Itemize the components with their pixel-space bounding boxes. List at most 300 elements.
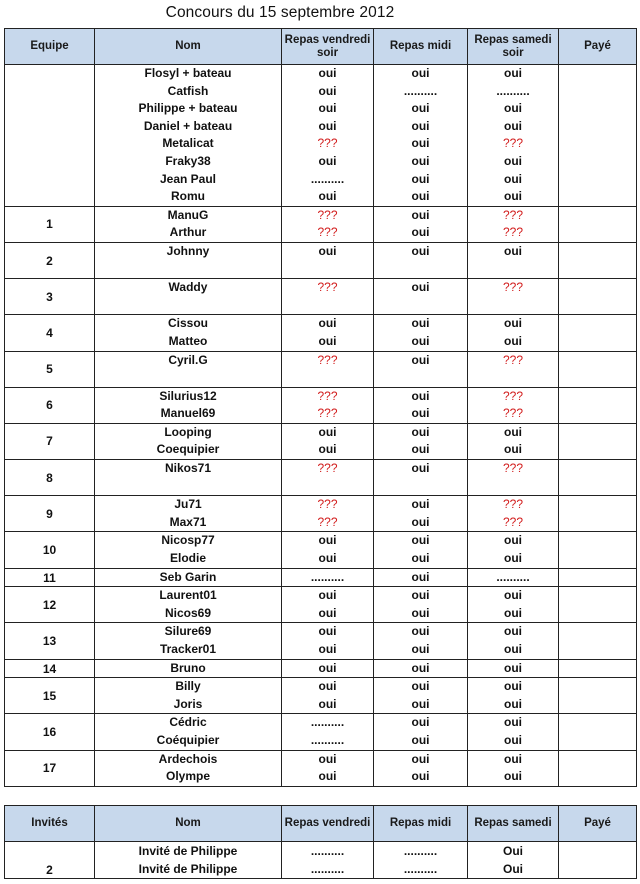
name-cell xyxy=(95,206,282,242)
team-group xyxy=(5,496,637,532)
repas-samedi-cell xyxy=(468,65,559,207)
team-group xyxy=(5,460,637,496)
repas-samedi-value: oui xyxy=(504,715,522,730)
header-guest-samedi: Repas samedi xyxy=(468,806,559,842)
participant-name: Fraky38 xyxy=(165,153,211,168)
repas-samedi-value: oui xyxy=(504,642,522,656)
repas-vendredi-value: oui xyxy=(318,751,337,766)
repas-midi-cell xyxy=(374,206,468,242)
repas-midi-value: oui xyxy=(411,118,430,133)
participant-name: Joris xyxy=(173,696,203,711)
repas-vendredi-value: oui xyxy=(318,642,337,656)
repas-vendredi-value xyxy=(282,297,373,315)
repas-samedi-value xyxy=(468,297,558,315)
participant-name: Matteo xyxy=(168,333,208,348)
participant-name: Catfish xyxy=(167,83,209,98)
repas-midi-cell xyxy=(374,315,468,351)
participant-name: Billy xyxy=(175,679,201,694)
repas-samedi-cell xyxy=(468,750,559,786)
repas-midi-value: oui xyxy=(411,66,430,80)
repas-samedi-cell xyxy=(468,315,559,351)
repas-vendredi-value: oui xyxy=(318,533,337,548)
participant-name: Tracker01 xyxy=(159,642,217,656)
guest-group xyxy=(5,842,637,879)
repas-vendredi-value: oui xyxy=(318,189,337,204)
repas-midi-value: oui xyxy=(411,280,430,295)
repas-midi-value: oui xyxy=(411,660,430,675)
team-group xyxy=(5,65,637,207)
repas-midi-value: oui xyxy=(411,461,430,476)
header-repas-vendredi: Repas vendredi soir xyxy=(282,29,374,65)
repas-samedi-cell xyxy=(468,242,559,278)
repas-samedi-value: oui xyxy=(504,101,522,116)
paye-cell xyxy=(559,587,637,623)
name-cell xyxy=(95,460,282,496)
header-repas-samedi: Repas samedi soir xyxy=(468,29,559,65)
team-number: 5 xyxy=(5,351,95,387)
team-group xyxy=(5,387,637,423)
repas-vendredi-value: oui xyxy=(318,551,337,566)
team-group xyxy=(5,532,637,568)
repas-samedi-value: oui xyxy=(504,189,522,204)
guest-midi-value: .......... xyxy=(403,862,438,876)
participant-name: Olympe xyxy=(165,769,210,784)
header-guest-midi: Repas midi xyxy=(374,806,468,842)
repas-midi-value: oui xyxy=(411,551,430,566)
repas-vendredi-cell xyxy=(282,387,374,423)
repas-vendredi-value: oui xyxy=(318,624,337,639)
repas-vendredi-value: .......... xyxy=(310,171,345,186)
repas-samedi-cell xyxy=(468,460,559,496)
repas-vendredi-cell xyxy=(282,242,374,278)
participant-name: Nicosp77 xyxy=(161,533,215,548)
repas-samedi-value: oui xyxy=(504,679,522,694)
team-number: 10 xyxy=(5,532,95,568)
repas-midi-cell xyxy=(374,659,468,678)
repas-samedi-value: ??? xyxy=(502,514,524,529)
repas-samedi-cell xyxy=(468,279,559,315)
header-guest-vendredi: Repas vendredi xyxy=(282,806,374,842)
repas-samedi-value: .......... xyxy=(496,569,530,584)
repas-vendredi-cell xyxy=(282,659,374,678)
guest-samedi-value: Oui xyxy=(503,844,523,858)
repas-samedi-cell xyxy=(468,496,559,532)
repas-midi-value: oui xyxy=(411,732,430,747)
repas-samedi-value: oui xyxy=(504,171,522,186)
repas-midi-value: oui xyxy=(411,696,430,711)
team-group xyxy=(5,678,637,714)
repas-midi-value: oui xyxy=(411,352,430,367)
repas-vendredi-cell xyxy=(282,496,374,532)
repas-samedi-cell xyxy=(468,587,559,623)
repas-samedi-value xyxy=(468,369,558,387)
guest-vendredi-value: .......... xyxy=(310,862,345,876)
participant-name: Manuel69 xyxy=(160,406,216,421)
guest-midi-cell xyxy=(374,842,468,879)
name-cell xyxy=(95,242,282,278)
paye-cell xyxy=(559,678,637,714)
repas-samedi-cell xyxy=(468,714,559,750)
header-invites: Invités xyxy=(5,806,95,842)
participant-name: Max71 xyxy=(169,514,207,529)
repas-vendredi-value: oui xyxy=(318,588,337,603)
repas-vendredi-value: oui xyxy=(318,118,337,133)
team-number: 3 xyxy=(5,279,95,315)
repas-vendredi-cell xyxy=(282,750,374,786)
repas-samedi-value: ??? xyxy=(502,136,524,151)
repas-midi-value: oui xyxy=(411,171,430,186)
paye-cell xyxy=(559,423,637,459)
repas-samedi-value: ??? xyxy=(502,352,524,367)
repas-samedi-value xyxy=(468,261,558,279)
guests-table xyxy=(4,805,637,879)
header-repas-midi: Repas midi xyxy=(374,29,468,65)
participant-name: Arthur xyxy=(169,225,207,240)
paye-cell xyxy=(559,242,637,278)
guest-nom-cell xyxy=(95,842,282,879)
repas-vendredi-value: ??? xyxy=(317,352,338,367)
repas-midi-cell xyxy=(374,423,468,459)
participant-name: Cyril.G xyxy=(168,352,208,367)
participant-name: ManuG xyxy=(167,207,209,222)
guest-samedi-value: Oui xyxy=(503,862,523,876)
repas-vendredi-value: oui xyxy=(318,679,337,694)
repas-vendredi-value: oui xyxy=(318,660,337,675)
repas-midi-value: oui xyxy=(411,751,430,766)
participant-name: Nicos69 xyxy=(164,605,212,620)
repas-samedi-cell xyxy=(468,351,559,387)
repas-midi-value: oui xyxy=(411,642,430,656)
team-group xyxy=(5,279,637,315)
team-group xyxy=(5,750,637,786)
name-cell xyxy=(95,568,282,587)
repas-samedi-value: oui xyxy=(504,66,522,80)
participant-name: Johnny xyxy=(166,243,210,258)
team-number: 13 xyxy=(5,623,95,659)
team-group xyxy=(5,206,637,242)
repas-vendredi-value: ??? xyxy=(317,225,338,240)
name-cell xyxy=(95,678,282,714)
repas-vendredi-cell xyxy=(282,65,374,207)
repas-midi-value: oui xyxy=(411,406,430,421)
repas-vendredi-cell xyxy=(282,532,374,568)
header-guest-paye: Payé xyxy=(559,806,637,842)
guest-nom-value: Invité de Philippe xyxy=(138,862,238,876)
participant-name: Metalicat xyxy=(162,136,214,151)
participant-name: Coequipier xyxy=(156,442,220,457)
participant-name: Silurius12 xyxy=(159,388,217,403)
paye-cell xyxy=(559,659,637,678)
repas-midi-value: oui xyxy=(411,136,430,151)
repas-vendredi-value: oui xyxy=(318,316,337,331)
repas-vendredi-value: .......... xyxy=(310,569,345,584)
repas-midi-value: oui xyxy=(411,243,430,258)
repas-midi-cell xyxy=(374,387,468,423)
participant-name: Flosyl + bateau xyxy=(144,66,232,80)
repas-vendredi-value: ??? xyxy=(317,514,338,529)
repas-samedi-value: ??? xyxy=(502,388,524,403)
repas-midi-value: oui xyxy=(411,533,430,548)
paye-cell xyxy=(559,279,637,315)
header-equipe: Equipe xyxy=(5,29,95,65)
guest-count: 2 xyxy=(5,842,95,879)
name-cell xyxy=(95,532,282,568)
repas-samedi-value: oui xyxy=(504,769,522,784)
repas-samedi-value: oui xyxy=(504,333,522,348)
guest-midi-value: .......... xyxy=(403,844,438,858)
name-cell xyxy=(95,387,282,423)
repas-samedi-value: ??? xyxy=(502,406,524,421)
repas-vendredi-cell xyxy=(282,568,374,587)
repas-samedi-value: .......... xyxy=(496,83,530,98)
paye-cell xyxy=(559,206,637,242)
repas-vendredi-value: oui xyxy=(318,424,337,439)
repas-midi-value: oui xyxy=(411,101,430,116)
repas-samedi-value: ??? xyxy=(502,207,524,222)
team-number: 7 xyxy=(5,423,95,459)
repas-midi-value: oui xyxy=(411,569,430,584)
paye-cell xyxy=(559,496,637,532)
paye-cell xyxy=(559,387,637,423)
team-number: 17 xyxy=(5,750,95,786)
repas-samedi-value: oui xyxy=(504,442,522,457)
repas-samedi-cell xyxy=(468,659,559,678)
participant-name xyxy=(95,297,281,315)
team-number: 15 xyxy=(5,678,95,714)
team-number: 14 xyxy=(5,659,95,678)
team-number: 8 xyxy=(5,460,95,496)
paye-cell xyxy=(559,623,637,659)
repas-midi-cell xyxy=(374,568,468,587)
team-number xyxy=(5,65,95,207)
repas-samedi-value: oui xyxy=(504,605,522,620)
repas-samedi-value: oui xyxy=(504,153,522,168)
name-cell xyxy=(95,714,282,750)
repas-samedi-cell xyxy=(468,623,559,659)
repas-vendredi-value: ??? xyxy=(317,207,338,222)
name-cell xyxy=(95,659,282,678)
repas-vendredi-value: ??? xyxy=(317,406,338,421)
repas-samedi-cell xyxy=(468,678,559,714)
repas-midi-value: oui xyxy=(411,333,430,348)
repas-samedi-cell xyxy=(468,387,559,423)
repas-samedi-cell xyxy=(468,532,559,568)
repas-vendredi-cell xyxy=(282,423,374,459)
paye-cell xyxy=(559,65,637,207)
participant-name: Silure69 xyxy=(164,624,212,639)
repas-vendredi-value: oui xyxy=(318,243,337,258)
repas-vendredi-value xyxy=(282,261,373,279)
repas-samedi-value: oui xyxy=(504,588,522,603)
guest-samedi-cell xyxy=(468,842,559,879)
repas-samedi-value: oui xyxy=(504,660,522,675)
repas-samedi-value: oui xyxy=(504,243,522,258)
repas-vendredi-value: ??? xyxy=(317,280,338,295)
repas-vendredi-value xyxy=(282,369,373,387)
team-group xyxy=(5,568,637,587)
team-group xyxy=(5,315,637,351)
repas-samedi-value: oui xyxy=(504,624,522,639)
repas-vendredi-cell xyxy=(282,315,374,351)
repas-vendredi-value: oui xyxy=(318,101,337,116)
repas-midi-value: oui xyxy=(411,497,430,512)
participant-name: Looping xyxy=(164,424,212,439)
repas-vendredi-value: .......... xyxy=(310,715,345,730)
repas-midi-cell xyxy=(374,351,468,387)
participant-name: Cissou xyxy=(167,316,208,331)
guest-vendredi-value: .......... xyxy=(310,844,345,858)
repas-vendredi-value: .......... xyxy=(310,732,345,747)
team-number: 11 xyxy=(5,568,95,587)
repas-samedi-value: oui xyxy=(504,551,522,566)
paye-cell xyxy=(559,714,637,750)
paye-cell xyxy=(559,315,637,351)
participant-name: Philippe + bateau xyxy=(138,101,238,116)
paye-cell xyxy=(559,532,637,568)
name-cell xyxy=(95,65,282,207)
participant-name xyxy=(95,369,281,387)
participant-name: Nikos71 xyxy=(164,461,212,476)
repas-vendredi-value: oui xyxy=(318,605,337,620)
repas-vendredi-cell xyxy=(282,587,374,623)
participant-name: Waddy xyxy=(168,280,208,295)
repas-vendredi-cell xyxy=(282,351,374,387)
repas-vendredi-value xyxy=(282,478,373,496)
repas-vendredi-value: oui xyxy=(318,153,337,168)
repas-vendredi-value: oui xyxy=(318,83,337,98)
repas-midi-value: .......... xyxy=(403,83,438,98)
repas-midi-value: oui xyxy=(411,207,430,222)
team-group xyxy=(5,587,637,623)
team-group xyxy=(5,623,637,659)
participant-name xyxy=(95,478,281,496)
participant-name: Daniel + bateau xyxy=(143,118,233,133)
participant-name: Elodie xyxy=(169,551,206,566)
repas-midi-value: oui xyxy=(411,388,430,403)
participant-name: Ju71 xyxy=(174,497,202,512)
repas-samedi-cell xyxy=(468,568,559,587)
repas-vendredi-value: oui xyxy=(318,333,337,348)
paye-cell xyxy=(559,750,637,786)
repas-vendredi-value: oui xyxy=(318,769,337,784)
repas-vendredi-value: ??? xyxy=(317,497,338,512)
repas-samedi-value: oui xyxy=(504,696,522,711)
header-nom: Nom xyxy=(95,29,282,65)
repas-midi-value xyxy=(374,297,467,315)
participant-name: Bruno xyxy=(170,660,206,675)
guest-paye-cell xyxy=(559,842,637,879)
repas-vendredi-value: oui xyxy=(318,66,337,80)
repas-samedi-value: ??? xyxy=(502,280,524,295)
repas-samedi-value: oui xyxy=(504,751,522,766)
repas-midi-cell xyxy=(374,623,468,659)
repas-midi-value: oui xyxy=(411,715,430,730)
team-number: 12 xyxy=(5,587,95,623)
repas-midi-value: oui xyxy=(411,588,430,603)
repas-midi-cell xyxy=(374,65,468,207)
repas-samedi-cell xyxy=(468,206,559,242)
repas-samedi-value: oui xyxy=(504,424,522,439)
repas-midi-value: oui xyxy=(411,153,430,168)
participant-name: Ardechois xyxy=(158,751,218,766)
name-cell xyxy=(95,351,282,387)
repas-midi-cell xyxy=(374,460,468,496)
repas-samedi-value xyxy=(468,478,558,496)
repas-midi-cell xyxy=(374,678,468,714)
header-paye: Payé xyxy=(559,29,637,65)
repas-midi-value: oui xyxy=(411,316,430,331)
repas-vendredi-value: oui xyxy=(318,442,337,457)
header-guest-nom: Nom xyxy=(95,806,282,842)
guest-nom-value: Invité de Philippe xyxy=(138,844,238,858)
team-number: 4 xyxy=(5,315,95,351)
guest-vendredi-cell xyxy=(282,842,374,879)
repas-midi-value: oui xyxy=(411,624,430,639)
participant-name: Laurent01 xyxy=(159,588,217,603)
repas-midi-cell xyxy=(374,750,468,786)
repas-midi-cell xyxy=(374,279,468,315)
name-cell xyxy=(95,496,282,532)
repas-vendredi-cell xyxy=(282,623,374,659)
paye-cell xyxy=(559,351,637,387)
team-group xyxy=(5,423,637,459)
repas-samedi-value: oui xyxy=(504,118,522,133)
repas-samedi-value: oui xyxy=(504,533,522,548)
repas-midi-value xyxy=(374,369,467,387)
repas-vendredi-cell xyxy=(282,206,374,242)
team-number: 9 xyxy=(5,496,95,532)
repas-vendredi-value: ??? xyxy=(317,461,338,476)
name-cell xyxy=(95,423,282,459)
repas-midi-value: oui xyxy=(411,189,430,204)
repas-midi-value: oui xyxy=(411,442,430,457)
team-number: 6 xyxy=(5,387,95,423)
participant-name: Seb Garin xyxy=(159,569,217,584)
name-cell xyxy=(95,750,282,786)
team-group xyxy=(5,242,637,278)
name-cell xyxy=(95,279,282,315)
participant-name: Romu xyxy=(171,189,205,204)
repas-midi-value: oui xyxy=(411,679,430,694)
team-number: 16 xyxy=(5,714,95,750)
repas-vendredi-cell xyxy=(282,460,374,496)
team-group xyxy=(5,714,637,750)
repas-samedi-value: oui xyxy=(504,732,522,747)
repas-midi-value: oui xyxy=(411,424,430,439)
page-title: Concours du 15 septembre 2012 xyxy=(165,4,395,21)
repas-samedi-value: ??? xyxy=(502,225,524,240)
repas-vendredi-value: ??? xyxy=(317,136,338,151)
repas-vendredi-value: oui xyxy=(318,696,337,711)
team-number: 2 xyxy=(5,242,95,278)
paye-cell xyxy=(559,568,637,587)
repas-samedi-value: ??? xyxy=(502,461,524,476)
repas-midi-cell xyxy=(374,496,468,532)
repas-midi-value: oui xyxy=(411,605,430,620)
repas-vendredi-cell xyxy=(282,279,374,315)
name-cell xyxy=(95,623,282,659)
repas-samedi-value: ??? xyxy=(502,497,524,512)
team-number: 1 xyxy=(5,206,95,242)
repas-vendredi-value: ??? xyxy=(317,388,338,403)
repas-midi-cell xyxy=(374,587,468,623)
participant-name xyxy=(95,261,281,279)
repas-samedi-value: oui xyxy=(504,316,522,331)
participant-name: Cédric xyxy=(169,715,207,730)
participant-name: Jean Paul xyxy=(159,171,217,186)
paye-cell xyxy=(559,460,637,496)
repas-vendredi-cell xyxy=(282,714,374,750)
